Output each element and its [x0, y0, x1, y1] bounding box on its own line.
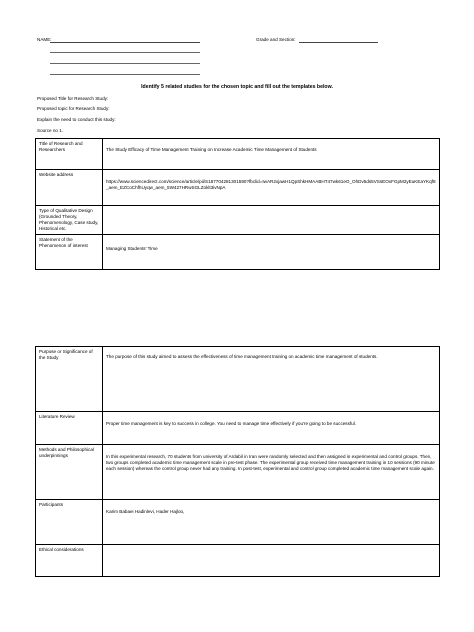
row-label: Title of Research and Researchers: [36, 139, 103, 170]
proposed-topic-prompt: Proposed topic for Research Study:: [37, 106, 110, 111]
row-label: Participants: [36, 500, 103, 545]
table-row: [36, 412, 440, 445]
grade-section-field[interactable]: [299, 42, 378, 43]
phenomenon-value: Managing Students' Time: [106, 246, 158, 251]
table-row: [36, 347, 440, 412]
source-label: Source no 1.: [37, 128, 64, 133]
purpose-value: The purpose of this study aimed to assess the effectiveness of time management training on academic time management of students.: [106, 354, 378, 359]
row-label: Purpose or Significance of the Study: [36, 347, 103, 412]
blank-line-1[interactable]: [50, 52, 200, 53]
row-label: Methods and Philosophical underpinnings: [36, 445, 103, 500]
name-label: NAME:: [37, 37, 52, 42]
literature-review-value: Proper time management is key to success in college. You need to manage time effectively if you're going to be successful.: [106, 421, 357, 426]
grade-section-label: Grade and Section:: [256, 37, 296, 42]
row-value[interactable]: [103, 235, 440, 270]
table-row: [36, 500, 440, 545]
blank-line-2[interactable]: [50, 63, 200, 64]
row-value[interactable]: [103, 139, 440, 170]
table-row: [36, 235, 440, 270]
study-template-table-2: [35, 346, 440, 577]
table-row: [36, 170, 440, 206]
instruction-heading: Identify 5 related studies for the chosen topic and fill out the templates below.: [141, 84, 333, 90]
row-value[interactable]: [103, 500, 440, 545]
row-value[interactable]: [103, 206, 440, 235]
methods-value: In this experimental research, 70 students from university of Ardabil in Iran were randomly selected and then assigned in experimental and control groups. Then, two groups completed academic time management scale in pre-test phase. The experimental group received time management training in 10 sessions (90 minute each session) whereas the control group never had any training. In post-test, experimental and control group completed academic time management scale again.: [106, 454, 435, 471]
table-row: [36, 139, 440, 170]
row-value[interactable]: [103, 412, 440, 445]
proposed-title-prompt: Proposed Title for Research Study:: [37, 96, 109, 101]
name-field[interactable]: [50, 42, 200, 43]
blank-line-3[interactable]: [50, 74, 200, 75]
study-template-table-1: [35, 138, 440, 270]
row-label: Website address: [36, 170, 103, 206]
table-row: [36, 206, 440, 235]
row-value[interactable]: [103, 347, 440, 412]
website-address-value: https://www.sciencedirect.com/science/article/pii/S187704281301590?fbclid=IwAR2xjawH1QpShkHMAABHT47wk61eO_OhDv5ds5VSsEOxFGpM2yEuKEaYKqf8_aem_EZCoChfhUyqw_aem_5W427HRwSGLZoklI3ivNpA: [106, 179, 436, 190]
row-label: Statement of the Phenomenon of interest: [36, 235, 103, 270]
row-label: Literature Review: [36, 412, 103, 445]
title-researchers-value: The Study Efficacy of Time Management Training on Increase Academic Time Management of Students: [106, 147, 317, 152]
row-label: Ethical considerations: [36, 545, 103, 577]
row-value[interactable]: [103, 170, 440, 206]
table-row: [36, 545, 440, 577]
participants-value: Karim Babaei Hadinlevi, Hader Hajloo,: [106, 509, 185, 514]
table-row: [36, 445, 440, 500]
row-label: Type of Qualitative Design (Grounded Theory, Phenomenology, Case study, Historical etc.: [36, 206, 103, 235]
row-value[interactable]: [103, 545, 440, 577]
row-value[interactable]: [103, 445, 440, 500]
explain-need-prompt: Explain the need to conduct this study:: [37, 117, 116, 122]
